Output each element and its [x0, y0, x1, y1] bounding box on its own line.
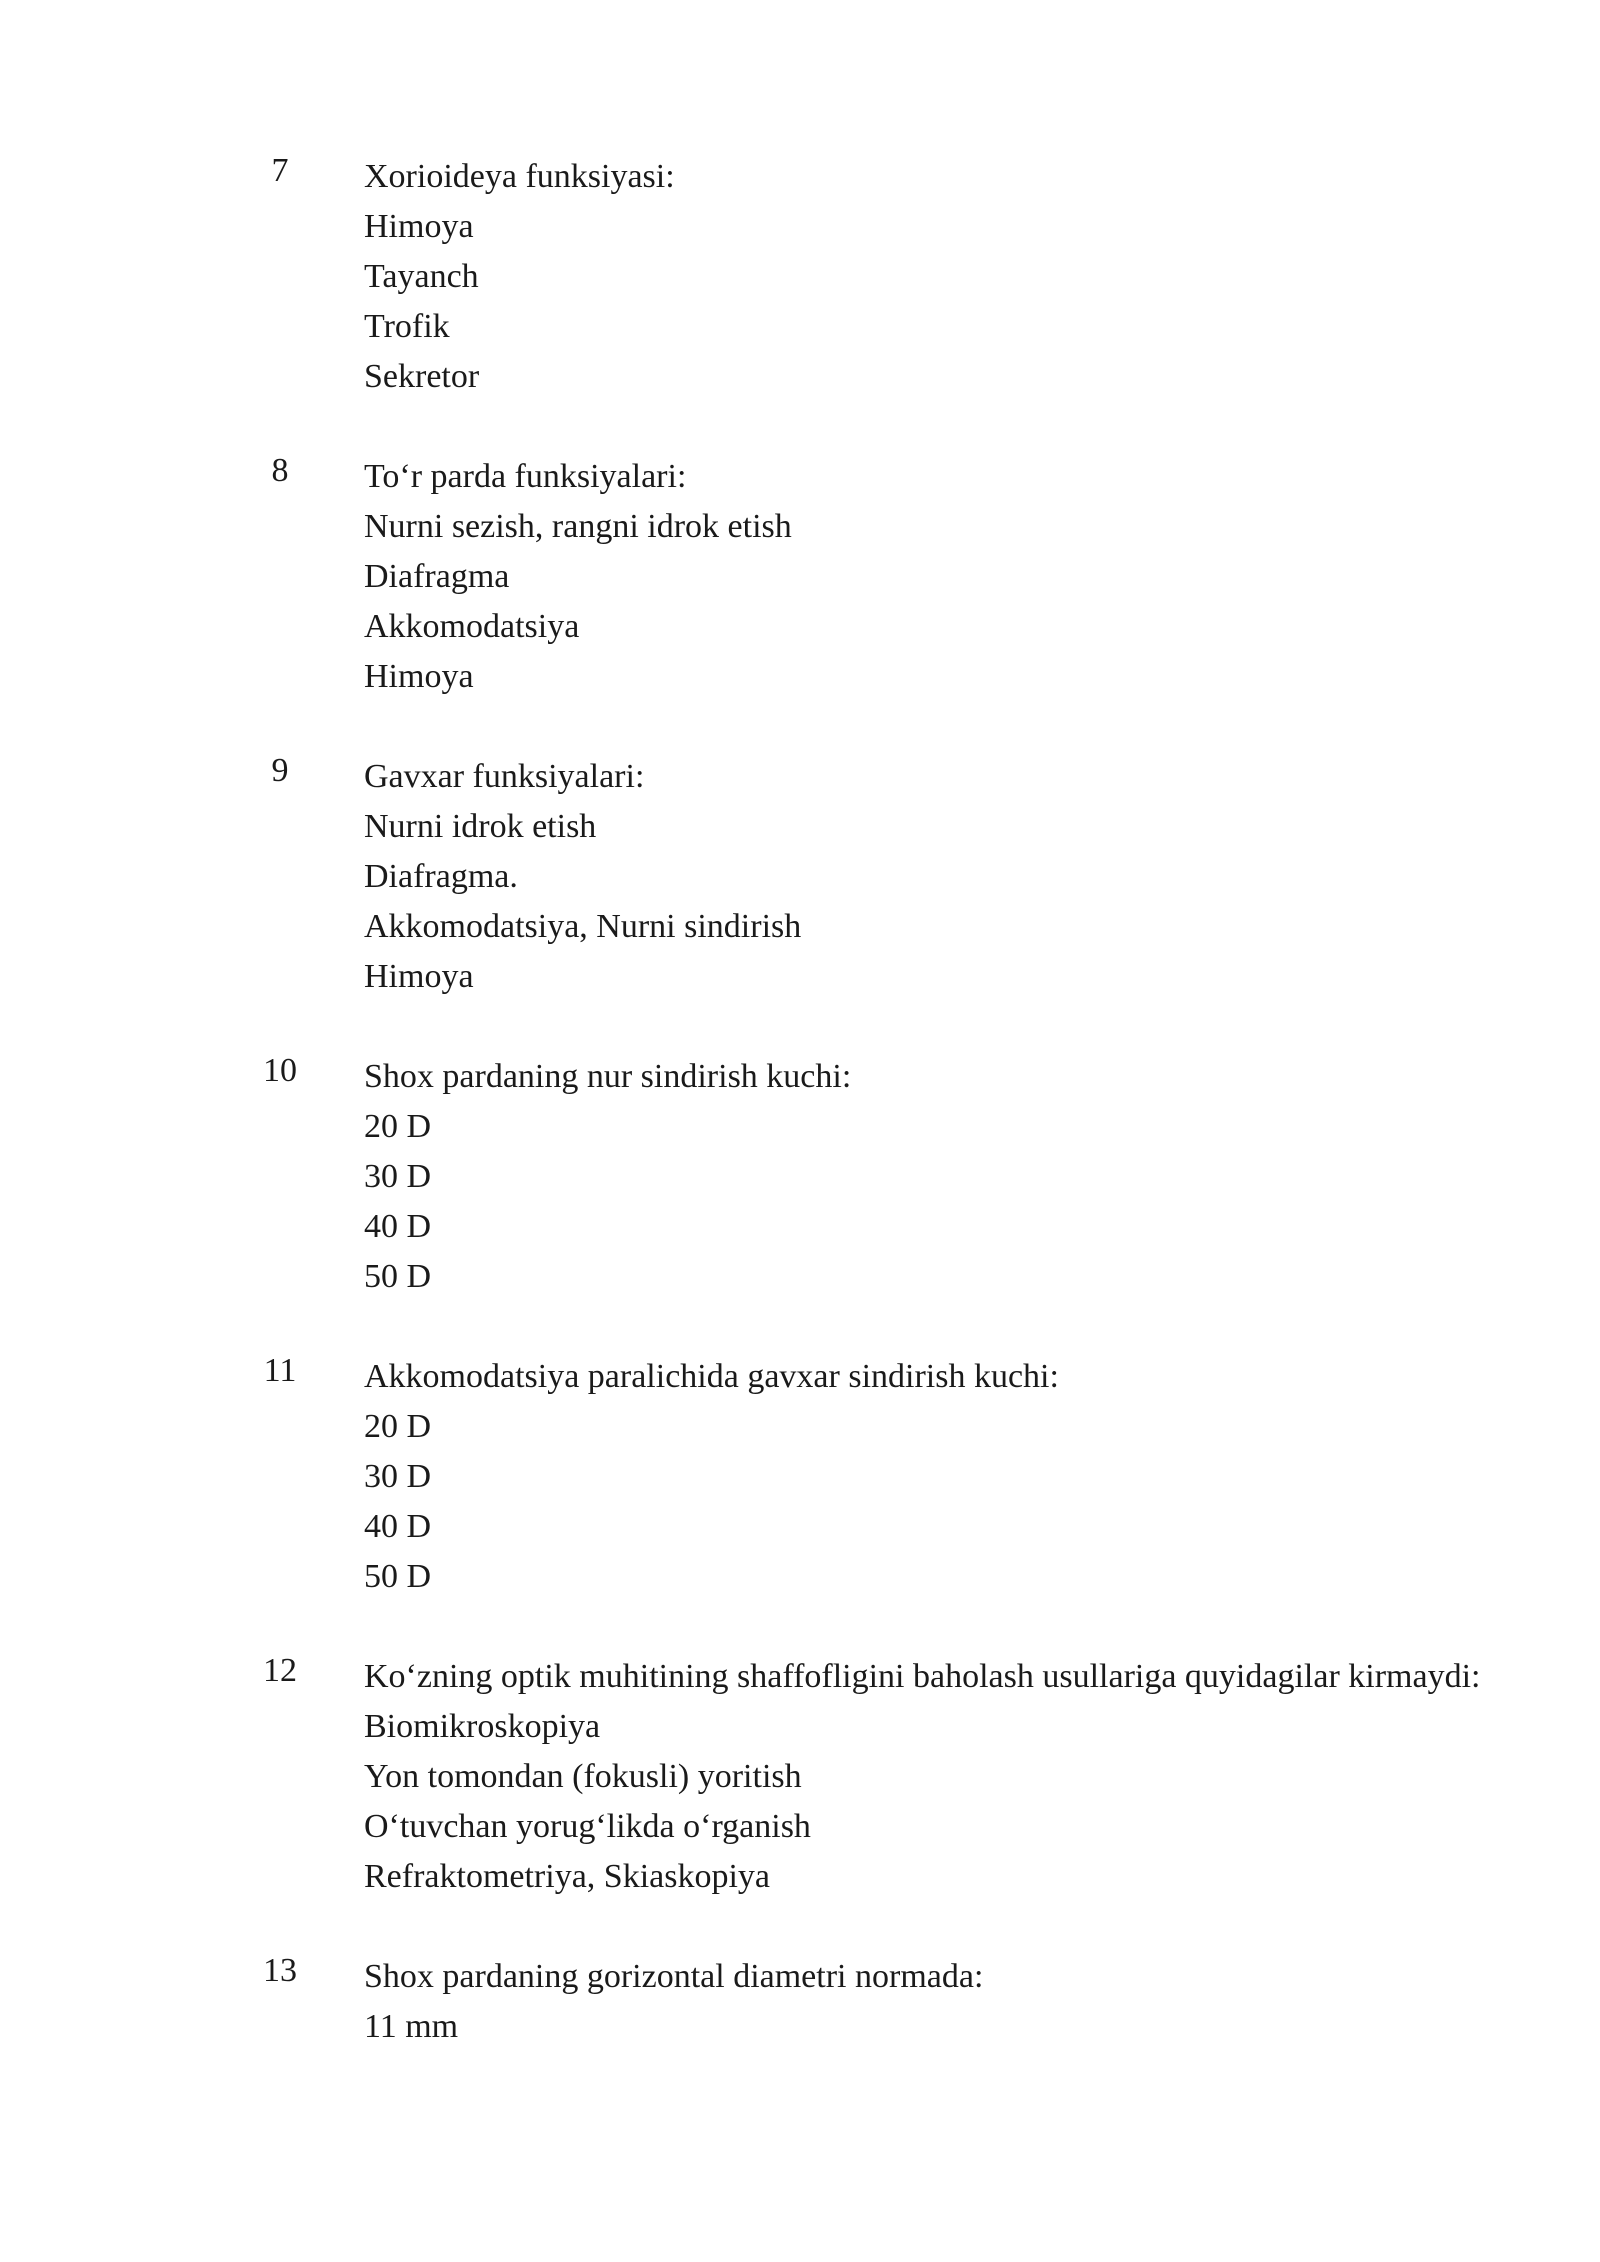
answer-option: 50 D — [364, 1258, 432, 1295]
answer-option: Tayanch — [364, 258, 479, 295]
question-text: Ko‘zning optik muhitining shaffofligini baholash usullariga quyidagilar kirmaydi: — [364, 1658, 1481, 1695]
question-number: 8 — [271, 452, 289, 489]
question-body — [364, 1952, 1594, 2052]
answer-option: Himoya — [364, 208, 474, 245]
answer-option: Nurni idrok etish — [364, 808, 597, 845]
answer-option: Nurni sezish, rangni idrok etish — [364, 508, 792, 545]
answer-option: Refraktometriya, Skiaskopiya — [364, 1858, 771, 1895]
question-body — [364, 1052, 1594, 1302]
answer-option: Akkomodatsiya — [364, 608, 580, 645]
answer-option: Trofik — [364, 308, 450, 345]
answer-option: Biomikroskopiya — [364, 1708, 601, 1745]
answer-option: Diafragma — [364, 558, 510, 595]
question-body — [364, 1652, 1594, 1902]
answer-option: 40 D — [364, 1208, 432, 1245]
question-text: Shox pardaning gorizontal diametri normada: — [364, 1958, 984, 1995]
question-body — [364, 152, 1594, 402]
question-text: Akkomodatsiya paralichida gavxar sindirish kuchi: — [364, 1358, 1059, 1395]
question-text: Gavxar funksiyalari: — [364, 758, 645, 795]
question-number: 12 — [263, 1652, 297, 1689]
question-text: To‘r parda funksiyalari: — [364, 458, 687, 495]
question-number: 10 — [263, 1052, 297, 1089]
question-body — [364, 1352, 1594, 1602]
answer-option: Yon tomondan (fokusli) yoritish — [364, 1758, 802, 1795]
answer-option: 20 D — [364, 1108, 432, 1145]
question-number: 7 — [271, 152, 289, 189]
answer-option: 30 D — [364, 1158, 432, 1195]
question-text: Shox pardaning nur sindirish kuchi: — [364, 1058, 852, 1095]
answer-option: Himoya — [364, 658, 474, 695]
question-number: 9 — [271, 752, 289, 789]
answer-option: 11 mm — [364, 2008, 459, 2045]
answer-option: Himoya — [364, 958, 474, 995]
question-body — [364, 452, 1594, 702]
answer-option: 50 D — [364, 1558, 432, 1595]
answer-option: 30 D — [364, 1458, 432, 1495]
question-body — [364, 752, 1594, 1002]
question-number: 13 — [263, 1952, 297, 1989]
answer-option: Akkomodatsiya, Nurni sindirish — [364, 908, 802, 945]
answer-option: Sekretor — [364, 358, 480, 395]
question-text: Xorioideya funksiyasi: — [364, 158, 675, 195]
answer-option: Diafragma. — [364, 858, 518, 895]
answer-option: 40 D — [364, 1508, 432, 1545]
answer-option: 20 D — [364, 1408, 432, 1445]
question-number: 11 — [263, 1352, 297, 1389]
answer-option: O‘tuvchan yorug‘likda o‘rganish — [364, 1808, 811, 1845]
